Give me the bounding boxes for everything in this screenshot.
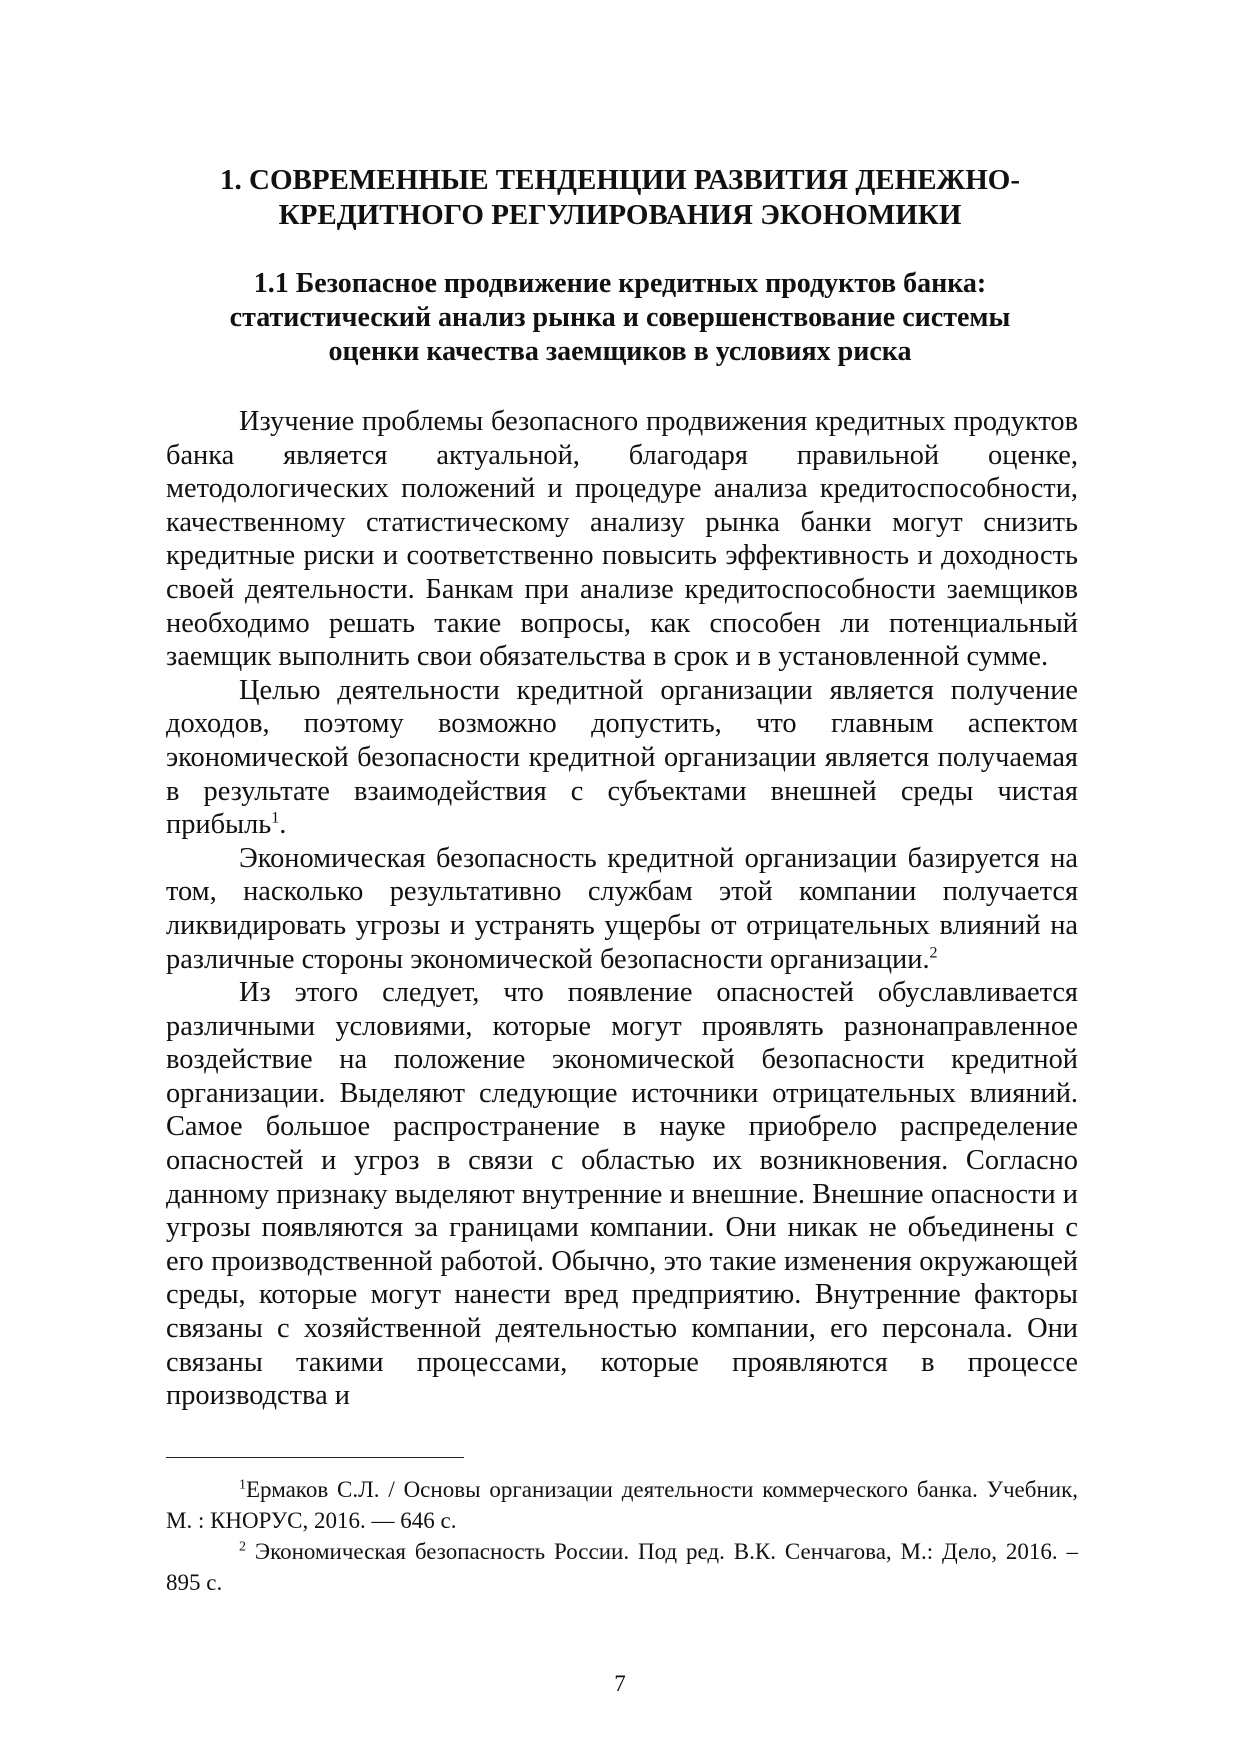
chapter-title-line-2: КРЕДИТНОГО РЕГУЛИРОВАНИЯ ЭКОНОМИКИ: [278, 199, 962, 231]
body-text: [166, 405, 1078, 1413]
footnote-2: [166, 1536, 1078, 1598]
section-title-line-3: оценки качества заемщиков в условиях риска: [328, 336, 912, 367]
paragraph-2-text: Целью деятельности кредитной организации является получение доходов, поэтому возможно допустить, что главным аспектом экономической безопасности кредитной организации является получаемая в результате взаимодействия с субъектами внешней среды чистая прибыль: [166, 674, 1078, 841]
footnote-ref-2: 2: [929, 944, 938, 962]
footnote-1-text: Ермаков С.Л. / Основы организации деятельности коммерческого банка. Учебник, М. : КНОРУС, 2016. — 646 с.: [166, 1477, 1078, 1533]
footnote-2-marker: 2: [239, 1539, 246, 1555]
footnote-ref-1: 1: [271, 809, 280, 827]
footnote-1-marker: 1: [239, 1477, 246, 1493]
paragraph-2: [166, 674, 1078, 842]
footnote-1: [166, 1474, 1078, 1536]
section-title-line-2: статистический анализ рынка и совершенствование системы: [229, 302, 1011, 333]
chapter-title: [160, 163, 1080, 233]
paragraph-1: Изучение проблемы безопасного продвижения кредитных продуктов банка является актуальной, благодаря правильной оценке, методологических положений и процедуре анализа кредитоспособности, качественному статистическому анализу рынка банки могут снизить кредитные риски и соответственно повысить эффективность и доходность своей деятельности. Банкам при анализе кредитоспособности заемщиков необходимо решать такие вопросы, как способен ли потенциальный заемщик выполнить свои обязательства в срок и в установленной сумме.: [166, 406, 1078, 673]
paragraph-3-text: Экономическая безопасность кредитной организации базируется на том, насколько результативно службам этой компании получается ликвидировать угрозы и устранять ущербы от отрицательных влияний на различные стороны экономической безопасности организации.: [166, 842, 1078, 975]
page-number: 7: [614, 1671, 626, 1696]
paragraph-4: Из этого следует, что появление опасностей обуславливается различными условиями, которые могут проявлять разнонаправленное воздействие на положение экономической безопасности кредитной организации. Выделяют следующие источники отрицательных влияний. Самое большое распространение в науке приобрело распределение опасностей и угроз в связи с областью их возникновения. Согласно данному признаку выделяют внутренние и внешние. Внешние опасности и угрозы появляются за границами компании. Они никак не объединены с его производственной работой. Обычно, это такие изменения окружающей среды, которые могут нанести вред предприятию. Внутренние факторы связаны с хозяйственной деятельностью компании, его персонала. Они связаны такими процессами, которые проявляются в процессе производства и: [166, 977, 1078, 1412]
section-title-line-1: 1.1 Безопасное продвижение кредитных продуктов банка:: [253, 268, 987, 299]
chapter-title-line-1: 1. СОВРЕМЕННЫЕ ТЕНДЕНЦИИ РАЗВИТИЯ ДЕНЕЖНО-: [220, 164, 1020, 196]
footnote-divider: [166, 1457, 464, 1458]
footnote-2-text: Экономическая безопасность России. Под ред. В.К. Сенчагова, М.: Дело, 2016. – 895 с.: [166, 1539, 1078, 1595]
section-title: [160, 267, 1080, 369]
footnotes: [166, 1474, 1078, 1598]
paragraph-2-end: .: [279, 809, 287, 841]
paragraph-3: [166, 842, 1078, 976]
